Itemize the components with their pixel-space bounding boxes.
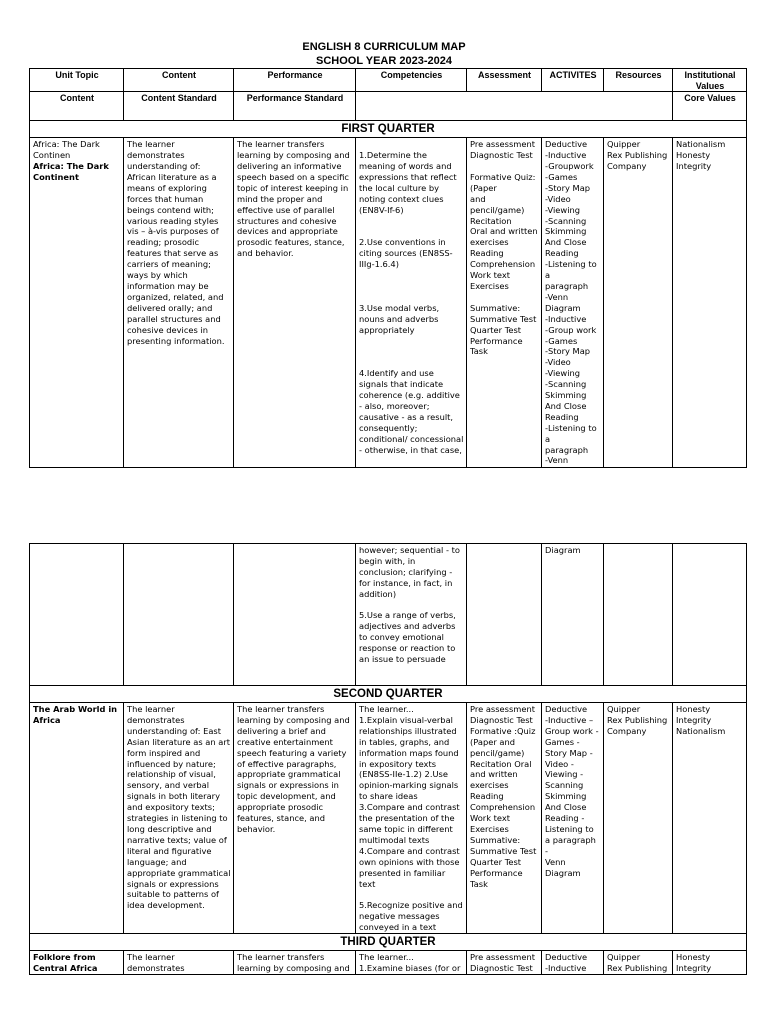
school-year: SCHOOL YEAR 2023-2024 (316, 55, 452, 67)
header-content-sub: Content (30, 92, 124, 121)
header-content: Content (124, 69, 234, 92)
header-unit-topic: Unit Topic (30, 69, 124, 92)
performance-standard-cell (234, 544, 356, 686)
resources-cell: Quipper Rex Publishing Company (604, 703, 673, 934)
header-core-values: Core Values (673, 92, 747, 121)
header-content-standard: Content Standard (124, 92, 234, 121)
performance-standard-cell: The learner transfers learning by composing and (234, 951, 356, 975)
third-quarter-row (30, 951, 747, 975)
assessment-cell: Pre assessment Diagnostic Test Formative :Quiz (Paper and pencil/game) Recitation Oral and written exercises Reading Comprehension Work text Exercises Summative: Summative Test Quarter Test Performance Task (467, 703, 542, 934)
competencies-cell: The learner... 1.Explain visual-verbal relationships illustrated in tables, graphs, and information maps found in expository texts (EN8SS-IIe-1.2) 2.Use opinion-marking signals to share ideas 3.Compare and contrast the presentation of the same topic in different multimodal texts 4.Compare and contrast own opinions with those presented in familiar text 5.Recognize positive and negative messages conveyed in a text (356, 703, 467, 934)
activities-cell: Deductive -Inductive – Group work - Games -Story Map -Video - Viewing - Scanning Skimming And Close Reading - Listening to a paragraph - Venn Diagram (542, 703, 604, 934)
first-quarter-continued-row (30, 544, 747, 686)
third-quarter-heading: THIRD QUARTER (30, 934, 747, 951)
unit-topic-bold: Africa: The Dark Continent (33, 161, 109, 182)
performance-standard-cell: The learner transfers learning by composing and delivering an informative speech based on a specific topic of interest keeping in mind the proper and effective use of parallel structures and cohesive devices and appropriate prosodic features, stance, and behavior. (234, 138, 356, 468)
header-performance-standard: Performance Standard (234, 92, 356, 121)
performance-standard-cell: The learner transfers learning by composing and delivering a brief and creative entertainment speech featuring a variety of effective paragraphs, appropriate grammatical signals or expressions in topic development, and appropriate prosodic features, stance, and behavior. (234, 703, 356, 934)
header-row-1 (30, 69, 747, 92)
header-institutional-values: Institutional Values (673, 69, 747, 92)
document-title: ENGLISH 8 CURRICULUM MAP (302, 41, 466, 53)
unit-topic-bold: Folklore from Central Africa (33, 952, 98, 973)
resources-cell (604, 544, 673, 686)
header-resources: Resources (604, 69, 673, 92)
content-standard-cell: The learner demonstrates understanding of: East Asian literature as an art form inspired and influenced by nature; relationship of visual, sensory, and verbal signals in both literary and expository texts; strategies in listening to long descriptive and narrative texts; value of literal and figurative language; and appropriate grammatical signals or expressions suitable to patterns of idea development. (124, 703, 234, 934)
quarter-heading-row (30, 686, 747, 703)
header-assessment: Assessment (467, 69, 542, 92)
values-cell: Honesty Integrity (673, 951, 747, 975)
unit-topic-cell (30, 544, 124, 686)
activities-cell: Diagram (542, 544, 604, 686)
unit-topic-bold: The Arab World in Africa (33, 704, 118, 725)
first-quarter-heading: FIRST QUARTER (30, 121, 747, 138)
assessment-cell: Pre assessment Diagnostic Test Formative Quiz: (Paper and pencil/game) Recitation Oral and written exercises Reading Comprehension Work text Exercises Summative: Summative Test Quarter Test Performance Task (467, 138, 542, 468)
values-cell: Nationalism Honesty Integrity (673, 138, 747, 468)
header-performance: Performance (234, 69, 356, 92)
second-quarter-heading: SECOND QUARTER (30, 686, 747, 703)
quarter-heading-row (30, 121, 747, 138)
header-row-2 (30, 92, 747, 121)
first-quarter-row (30, 138, 747, 468)
quarter-heading-row (30, 934, 747, 951)
second-quarter-row (30, 703, 747, 934)
resources-cell: Quipper Rex Publishing Company (604, 138, 673, 468)
unit-topic-cell (30, 703, 124, 934)
competencies-cell: however; sequential - to begin with, in conclusion; clarifying - for instance, in fact, in addition) 5.Use a range of verbs, adjectives and adverbs to convey emotional response or reaction to an issue to persuade (356, 544, 467, 686)
unit-topic-cell (30, 951, 124, 975)
header-competencies: Competencies (356, 69, 467, 92)
header-activities: ACTIVITES (542, 69, 604, 92)
content-standard-cell: The learner demonstrates understanding of: African literature as a means of exploring forces that human beings contend with; various reading styles vis – à-vis purposes of reading; prosodic features that serve as carriers of meaning; ways by which information may be organized, related, and delivered orally; and parallel structures and cohesive devices in presenting information. (124, 138, 234, 468)
assessment-cell (467, 544, 542, 686)
resources-cell: Quipper Rex Publishing (604, 951, 673, 975)
values-cell (673, 544, 747, 686)
competencies-cell: The learner... 1.Examine biases (for or (356, 951, 467, 975)
unit-topic-cell (30, 138, 124, 468)
content-standard-cell: The learner demonstrates (124, 951, 234, 975)
unit-topic-plain: Africa: The Dark Continen (33, 139, 100, 161)
header-blank (356, 92, 673, 121)
activities-cell: Deductive -Inductive (542, 951, 604, 975)
values-cell: Honesty Integrity Nationalism (673, 703, 747, 934)
activities-cell: Deductive -Inductive -Groupwork -Games -Story Map -Video -Viewing -Scanning Skimming And Close Reading -Listening to a paragraph -Venn Diagram -Inductive -Group work -Games -Story Map -Video -Viewing -Scanning Skimming And Close Reading -Listening to a paragraph -Venn (542, 138, 604, 468)
assessment-cell: Pre assessment Diagnostic Test (467, 951, 542, 975)
curriculum-table-page-2 (29, 543, 747, 975)
content-standard-cell (124, 544, 234, 686)
competencies-cell: 1.Determine the meaning of words and expressions that reflect the local culture by noting context clues (EN8V-If-6) 2.Use conventions in citing sources (EN8SS-IIIg-1.6.4) 3.Use modal verbs, nouns and adverbs appropriately 4.Identify and use signals that indicate coherence (e.g. additive - also, moreover; causative - as a result, consequently; conditional/ concessional - otherwise, in that case, (356, 138, 467, 468)
curriculum-table-page-1 (29, 68, 747, 468)
